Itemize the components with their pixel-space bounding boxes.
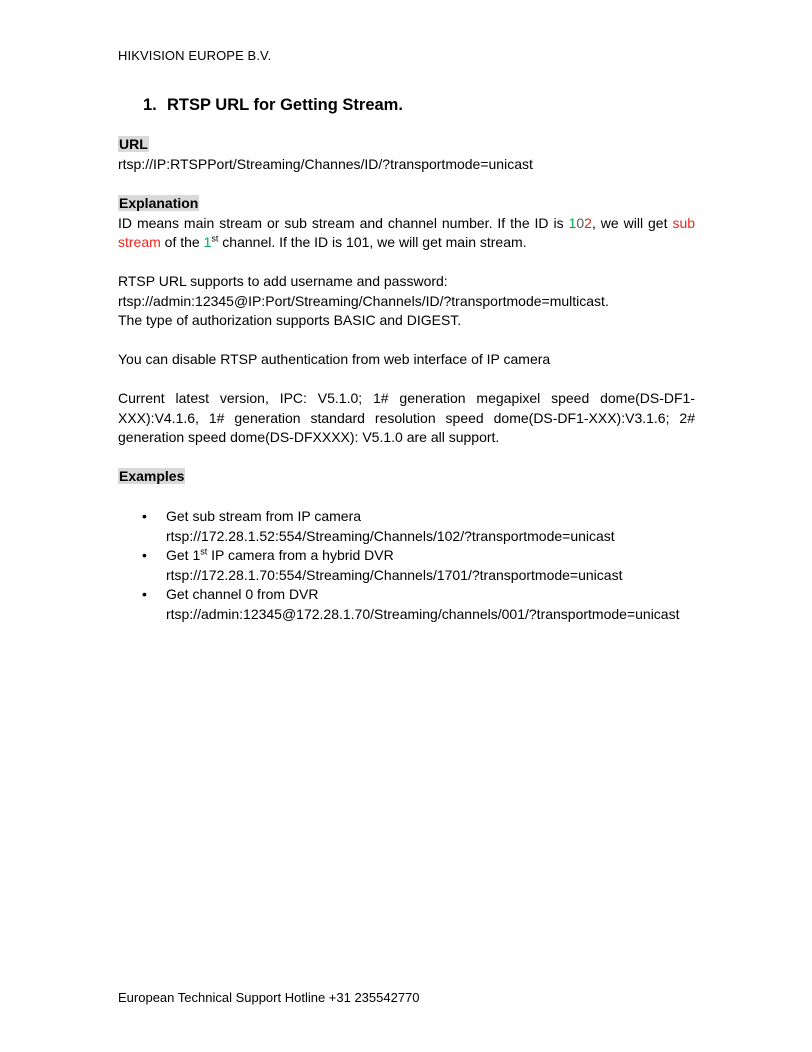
auth-line-1: RTSP URL supports to add username and password: xyxy=(118,273,448,289)
examples-label: Examples xyxy=(119,468,185,484)
id-digit-middle: 0 xyxy=(576,214,585,231)
example-url: rtsp://admin:12345@172.28.1.70/Streaming/channels/001/?transportmode=unicast xyxy=(166,605,680,622)
url-value: rtsp://IP:RTSPPort/Streaming/Channes/ID/?transportmode=unicast xyxy=(118,155,533,172)
explanation-section xyxy=(118,194,695,253)
list-item xyxy=(118,507,695,546)
example-title-post: IP camera from a hybrid DVR xyxy=(207,547,394,563)
bullet-icon: • xyxy=(142,547,147,563)
section-title: RTSP URL for Getting Stream. xyxy=(167,96,403,114)
version-paragraph: Current latest version, IPC: V5.1.0; 1# generation megapixel speed dome(DS-DF1-XXX):V4.1.6, 1# generation standard resolution speed dome(DS-DF1-XXX):V3.1.6; 2# generation speed dome(DS-DFXXXX): V5.1.0 are all support. xyxy=(118,390,695,445)
url-section xyxy=(118,135,695,174)
example-url: rtsp://172.28.1.52:554/Streaming/Channels/102/?transportmode=unicast xyxy=(166,527,615,544)
first-channel-sup: st xyxy=(211,233,219,244)
sub-stream-text: sub stream xyxy=(118,214,696,250)
examples-list xyxy=(118,507,695,624)
id-digit-red: 2 xyxy=(584,214,592,231)
auth-line-3: The type of authorization supports BASIC and DIGEST. xyxy=(118,312,462,328)
id-digit-green: 1 xyxy=(568,214,577,231)
page-footer: European Technical Support Hotline +31 235542770 xyxy=(118,990,420,1005)
auth-line-2: rtsp://admin:12345@IP:Port/Streaming/Channels/ID/?transportmode=multicast. xyxy=(118,292,609,309)
example-url: rtsp://172.28.1.70:554/Streaming/Channels/1701/?transportmode=unicast xyxy=(166,566,623,583)
bullet-icon: • xyxy=(142,586,147,602)
url-label: URL xyxy=(119,136,148,152)
page-header: HIKVISION EUROPE B.V. xyxy=(118,48,272,63)
explanation-text-3: of the xyxy=(160,234,204,250)
example-title-pre: Get 1 xyxy=(166,547,201,563)
list-item xyxy=(118,585,695,624)
explanation-label: Explanation xyxy=(119,195,199,211)
explanation-text-1: ID means main stream or sub stream and channel number. If the ID is xyxy=(118,214,569,231)
examples-heading xyxy=(118,467,695,487)
section-number: 1. xyxy=(143,96,157,114)
bullet-icon: • xyxy=(142,508,147,524)
auth-paragraph xyxy=(118,272,695,331)
explanation-text-2: , we will get xyxy=(591,214,673,231)
example-title xyxy=(166,546,695,566)
first-channel-number: 1 xyxy=(203,234,212,250)
example-title-sup: st xyxy=(200,546,208,557)
disable-auth-paragraph: You can disable RTSP authentication from web interface of IP camera xyxy=(118,351,551,367)
explanation-paragraph xyxy=(118,214,695,253)
explanation-text-4: channel. If the ID is 101, we will get main stream. xyxy=(218,234,527,250)
example-title: Get channel 0 from DVR xyxy=(166,586,319,602)
section-heading xyxy=(143,96,403,115)
list-item xyxy=(118,546,695,585)
example-title: Get sub stream from IP camera xyxy=(166,508,362,524)
